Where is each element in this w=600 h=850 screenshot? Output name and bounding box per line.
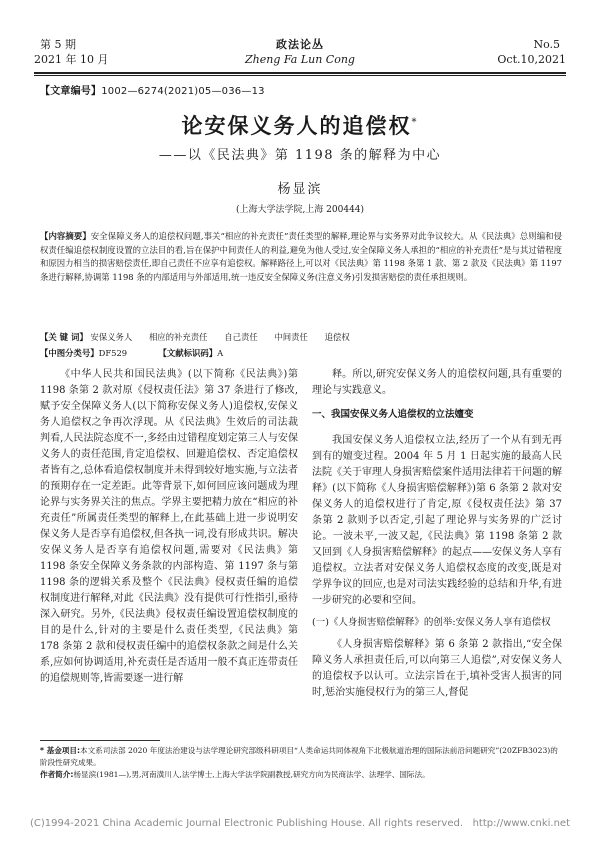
header-journal-pinyin: Zheng Fa Lun Cong [245,53,355,66]
title-main: 论安保义务人的追偿权 [181,113,412,138]
cnki-link[interactable]: http://www.cnki.net [472,818,570,829]
abstract [40,230,562,284]
footnote-fund-label: * 基金项目: [40,746,81,755]
body-paragraph: 《人身损害赔偿解释》第 6 条第 2 款指出,“安全保障义务人承担责任后,可以向第三人追偿”,对安保义务人的追偿权予以认可。立法宗旨在于,填补受害人损害的同时,惩治实施侵权行为的第三人,督促 [312,639,562,698]
header-issue-cn: 第 5 期 [40,38,76,51]
keyword-item: 中间责任 [274,332,308,342]
footnote-fund [40,745,562,769]
page-subtitle: ——以《民法典》第 1198 条的解释为中心 [158,148,442,163]
subsection-heading: (一)《人身损害赔偿解释》的创举:安保义务人享有追偿权 [312,617,551,628]
classification [40,347,562,359]
footnote-fund-text: 本文系司法部 2020 年度法治建设与法学理论研究部级科研项目“人类命运共同体视角下北极航道治理的国际法前沿问题研究”(20ZFB3023)的阶段性研究成果。 [40,746,558,767]
article-number-label: 【文章编号】 [40,86,102,97]
title-footnote-marker: * [411,117,419,128]
keywords [40,331,562,343]
doc-code-label: 【文献标识码】 [158,348,218,358]
keyword-item: 自己责任 [224,332,258,342]
abstract-label: 【内容摘要】 [40,231,91,241]
body-paragraph: 释。所以,研究安保义务人的追偿权问题,具有重要的理论与实践意义。 [312,369,562,396]
section-heading: 一、我国安保义务人追偿权的立法嬗变 [312,409,474,420]
header-issue-en: No.5 [533,38,560,51]
author-name: 杨显滨 [277,182,323,197]
body-column-right [312,367,562,701]
cls-value: DF529 [98,348,128,358]
footnotes [40,745,562,781]
body-paragraph: 我国安保义务人追偿权立法,经历了一个从有到无再到有的嬗变过程。2004 年 5 月 1 日起实施的最高人民法院《关于审理人身损害赔偿案件适用法律若干问题的解释》(以下简称《人身损害赔偿解释》)第 6 条第 2 款对安保义务人的追偿权进行了肯定,原《侵权责任法》第 37 条第 2 款则予以否定,引起了理论界与实务界的广泛讨论。一波未平,一波又起,《民法典》第 1198 条第 2 款又回到《人身损害赔偿解释》的起点——安保义务人享有追偿权。立法者对安保义务人追偿权态度的改变,既是对学界争议的回应,也是对司法实践经验的总结和升华,有进一步研究的必要和空间。 [312,435,562,606]
body-paragraph: 《中华人民共和国民法典》(以下简称《民法典》)第 1198 条第 2 款对原《侵权责任法》第 37 条进行了修改,赋予安全保障义务人(以下简称安保义务人)追偿权,安保义务人追偿权之争再次浮现。从《民法典》生效后的司法裁判看,人民法院态度不一,多经由过错程度划定第三人与安保义务人的责任范围,肯定追偿权、回避追偿权、否定追偿权者皆有之,总体看追偿权制度并未得到较好地实施,与立法者的预期存在一定差距。此等背景下,如何回应该问题成为理论界与实务界关注的焦点。学界主要把精力放在“相应的补充责任”所属责任类型的解释上,在此基础上进一步说明安保义务人是否享有追偿权,但各执一词,没有形成共识。解决安保义务人是否享有追偿权问题,需要对《民法典》第 1198 条安全保障义务条款的内部构造、第 1197 条与第 1198 条的逻辑关系及整个《民法典》侵权责任编的追偿权制度进行解释,对此《民法典》没有提供可行性指引,亟待深入研究。另外,《民法典》侵权责任编设置追偿权制度的目的是什么,针对的主要是什么责任类型,《民法典》第 178 条第 2 款和侵权责任编中的追偿权条款之间是什么关系,应如何协调适用,补充责任是否适用一般不真正连带责任的追偿规则等,皆需要逐一进行解 [40,369,298,684]
keyword-item: 相应的补充责任 [148,332,208,342]
doc-code-value: A [217,348,224,358]
abstract-text: 安全保障义务人的追偿权问题,事关“相应的补充责任”责任类型的解释,理论界与实务界对此争议较大。从《民法典》总则编和侵权责任编追偿权制度设置的立法目的看,旨在保护中间责任人的利益,避免为他人受过,安全保障义务人承担的“相应的补充责任”是与其过错程度和原因力相当的损害赔偿责任,即自己责任不应享有追偿权。解释路径上,可以对《民法典》第 1198 条第 1 款、第 2 款及《民法典》第 1197 条进行解释,协调第 1198 条的内部适用与外部适用,统一违反安全保障义务(注意义务)引发损害赔偿的责任承担规则。 [40,231,563,282]
author-affiliation: (上海大学法学院,上海 200444) [235,205,365,215]
body-column-left [40,367,298,687]
copyright-text: (C)1994-2021 China Academic Journal Electronic Publishing House. All rights reserved. [30,818,463,829]
keywords-label: 【关 键 词】 [40,332,88,342]
article-number [40,82,265,97]
footnote-author-text: 杨显滨(1981—),男,河南潢川人,法学博士,上海大学法学院副教授,研究方向为民商法学、法理学、国际法。 [73,770,430,779]
header-rule [34,72,566,74]
header-date-cn: 2021 年 10 月 [34,53,109,66]
footnote-rule [40,740,160,741]
article-number-value: 1002—6274(2021)05—036—13 [101,86,265,97]
keyword-item: 追偿权 [324,332,350,342]
header-date-en: Oct.10,2021 [497,53,566,66]
header-rule-thin [34,75,566,76]
cls-label: 【中图分类号】 [40,348,99,358]
page-title [0,110,600,140]
header-journal-cn: 政法论丛 [276,38,324,51]
keyword-item: 安保义务人 [90,332,133,342]
footnote-author-label: 作者简介: [40,770,74,779]
footnote-author [40,769,562,781]
